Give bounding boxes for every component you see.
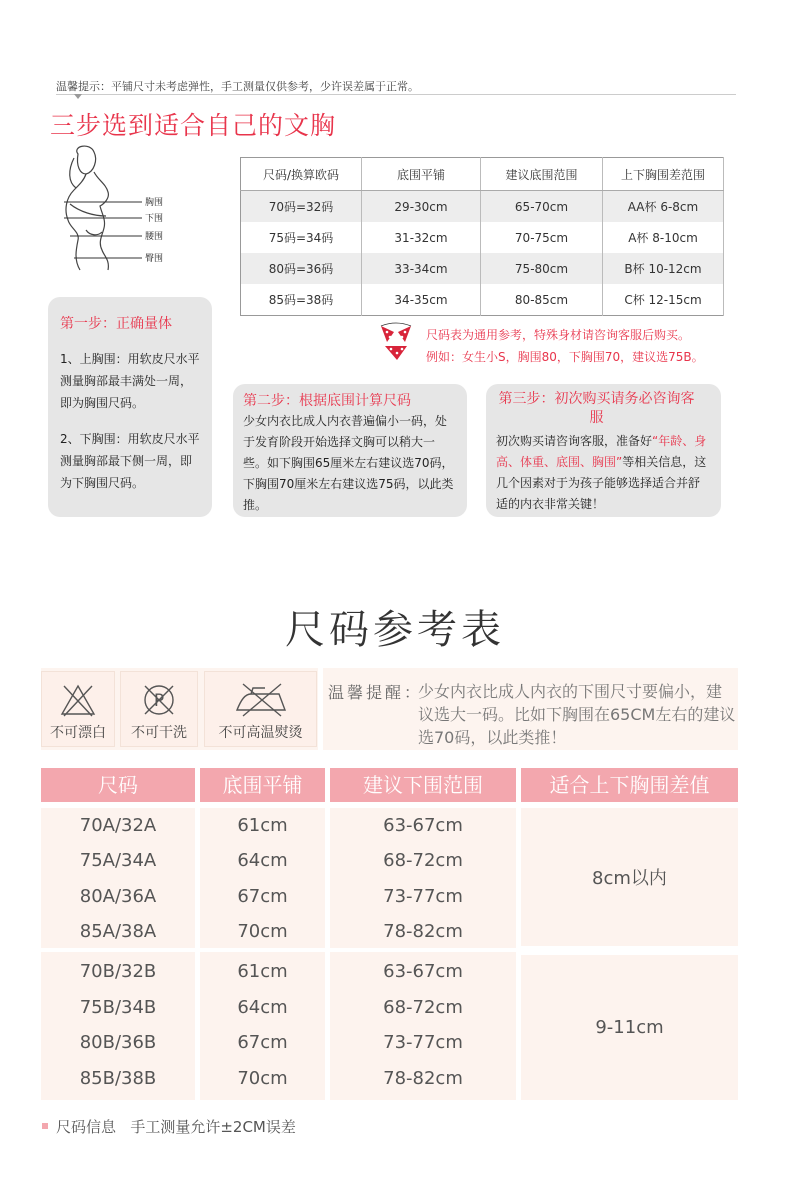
footer-text: 手工测量允许±2CM误差 — [130, 1118, 296, 1136]
table-row — [241, 284, 724, 316]
table-row — [241, 253, 724, 284]
body-measurement-figure — [50, 144, 180, 272]
band-cell: 67cm — [237, 1032, 288, 1053]
column-header: 上下胸围差范围 — [603, 158, 724, 191]
table-cell: 70码=32码 — [241, 191, 362, 223]
column-header: 尺码/换算欧码 — [241, 158, 362, 191]
step-one-box — [48, 297, 212, 517]
size-cell: 80B/36B — [79, 1032, 157, 1053]
step-one-text-1: 1、上胸围：用软皮尺水平测量胸部最丰满处一周，即为胸围尺码。 — [60, 352, 200, 410]
care-tile-no-dryclean — [120, 671, 198, 747]
size-cell: 85B/38B — [79, 1068, 157, 1089]
band-cell: 70cm — [237, 921, 288, 942]
no-iron-icon — [229, 680, 293, 718]
step-three-box — [486, 384, 721, 517]
waist-label: 腰围 — [145, 232, 164, 242]
column-header: 底围平铺 — [362, 158, 481, 191]
size-cell: 85A/38A — [79, 921, 157, 942]
table-cell: 31-32cm — [362, 222, 481, 253]
table-cell: 65-70cm — [481, 191, 603, 223]
band-cell: 67cm — [237, 886, 288, 907]
size-cell: 75A/34A — [79, 850, 157, 871]
footer-label: 尺码信息 — [56, 1118, 117, 1136]
table-cell: 33-34cm — [362, 253, 481, 284]
band-cell: 64cm — [237, 850, 288, 871]
step-one-title: 第一步：正确量体 — [60, 316, 172, 332]
table-cell: C杯 12-15cm — [603, 284, 724, 316]
reminder-title: 温馨提醒： — [328, 683, 424, 702]
range-cell: 63-67cm — [383, 815, 463, 836]
column-header: 建议下围范围 — [330, 768, 516, 802]
no-dryclean-icon — [139, 680, 179, 720]
range-cell: 68-72cm — [383, 850, 463, 871]
body-outline-icon — [50, 144, 150, 272]
size-cell: 70A/32A — [79, 815, 157, 836]
no-bleach-icon — [58, 680, 98, 718]
table-header-row — [241, 158, 724, 191]
no-bleach-label: 不可漂白 — [50, 725, 106, 741]
step-one-text-2: 2、下胸围：用软皮尺水平测量胸部最下侧一周，即为下胸围尺码。 — [60, 432, 200, 490]
note-line-1: 尺码表为通用参考，特殊身材请咨询客服后购买。 — [426, 328, 691, 342]
divider-marker — [74, 94, 82, 99]
band-cell: 64cm — [237, 997, 288, 1018]
bust-label: 胸围 — [145, 198, 164, 208]
table-cell: 70-75cm — [481, 222, 603, 253]
step-three-text-b: 等相关信息，这几个因素对于为孩子能够选择适合并舒适的内衣非常关键！ — [496, 455, 707, 511]
table-cell: 80码=36码 — [241, 253, 362, 284]
table-cell: 80-85cm — [481, 284, 603, 316]
size-cell: 80A/36A — [79, 886, 157, 907]
no-iron-label: 不可高温熨烫 — [218, 725, 303, 741]
table-cell: B杯 10-12cm — [603, 253, 724, 284]
table-cell: 29-30cm — [362, 191, 481, 223]
range-cell: 73-77cm — [383, 886, 463, 907]
size-cell: 70B/32B — [79, 961, 157, 982]
table-cell: 34-35cm — [362, 284, 481, 316]
care-tile-no-iron — [204, 671, 317, 747]
table-cell: 85码=38码 — [241, 284, 362, 316]
column-header: 建议底围范围 — [481, 158, 603, 191]
step-three-text-a: 初次购买请咨询客服，准备好 — [496, 434, 653, 448]
svg-text:P: P — [153, 691, 165, 711]
size-chart-title: 尺码参考表 — [285, 607, 505, 653]
note-line-2: 例如：女生小S，胸围80，下胸围70，建议选75B。 — [426, 350, 704, 364]
divider — [56, 94, 736, 95]
hip-label: 臀围 — [145, 254, 164, 264]
range-cell: 78-82cm — [383, 921, 463, 942]
underbust-label: 下围 — [145, 214, 164, 224]
reminder-text: 少女内衣比成人内衣的下围尺寸要偏小，建议选大一码。比如下胸围在65CM左右的建议选70码，以此类推！ — [418, 682, 736, 747]
no-dryclean-label: 不可干洗 — [131, 725, 187, 741]
table-cell: 75-80cm — [481, 253, 603, 284]
size-note — [426, 324, 704, 368]
range-cell: 63-67cm — [383, 961, 463, 982]
footer-info — [56, 1116, 296, 1137]
table-row — [241, 191, 724, 223]
cup-difference-cell: 8cm以内 — [592, 868, 667, 889]
step-two-box — [233, 384, 467, 517]
page-title: 三步选到适合自己的文胸 — [50, 111, 337, 140]
care-tile-no-bleach — [41, 671, 115, 747]
cup-difference-cell: 9-11cm — [595, 1017, 664, 1038]
bikini-icon — [377, 322, 415, 362]
column-header: 尺码 — [41, 768, 195, 802]
band-cell: 70cm — [237, 1068, 288, 1089]
step-three-text — [496, 431, 711, 515]
range-cell: 68-72cm — [383, 997, 463, 1018]
table-cell: A杯 8-10cm — [603, 222, 724, 253]
column-header: 适合上下胸围差值 — [521, 768, 738, 802]
range-cell: 78-82cm — [383, 1068, 463, 1089]
step-two-text: 少女内衣比成人内衣普遍偏小一码，处于发育阶段开始选择文胸可以稍大一些。如下胸围65厘米左右建议选70码，下胸围70厘米左右建议选75码，以此类推。 — [243, 414, 454, 512]
table-cell: AA杯 6-8cm — [603, 191, 724, 223]
notice-text: 温馨提示：平铺尺寸未考虑弹性，手工测量仅供参考，少许误差属于正常。 — [56, 80, 419, 93]
bullet-marker — [42, 1123, 48, 1129]
step-three-highlight: “年龄、身高、体重、底围、胸围” — [496, 434, 707, 469]
step-three-title: 第三步：初次购买请务必咨询客服 — [498, 391, 695, 426]
size-conversion-table — [240, 157, 724, 316]
table-cell: 75码=34码 — [241, 222, 362, 253]
band-cell: 61cm — [237, 961, 288, 982]
range-cell: 73-77cm — [383, 1032, 463, 1053]
size-cell: 75B/34B — [79, 997, 157, 1018]
column-header: 底围平铺 — [200, 768, 325, 802]
step-two-title: 第二步：根据底围计算尺码 — [243, 393, 411, 409]
band-cell: 61cm — [237, 815, 288, 836]
table-row — [241, 222, 724, 253]
